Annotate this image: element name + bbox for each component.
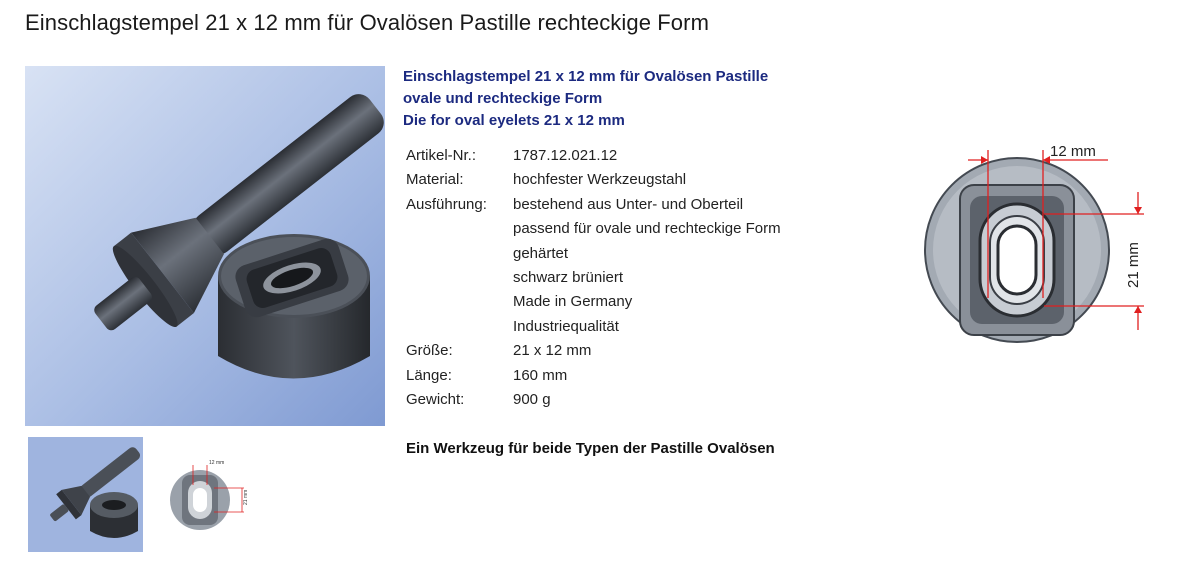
spec-row-length (403, 364, 784, 388)
spec-row-design-cont (403, 290, 784, 314)
thumbnail-diagram[interactable] (148, 437, 263, 552)
spec-row-design (403, 193, 784, 217)
spec-table (403, 144, 784, 412)
product-subtitle-line-3: Die for oval eyelets 21 x 12 mm (403, 112, 625, 129)
spec-value: 1787.12.021.12 (513, 147, 618, 164)
spec-label: Ausführung: (406, 195, 487, 213)
spec-value: passend für ovale und rechteckige Form (513, 220, 781, 238)
spec-value: gehärtet (513, 244, 569, 262)
product-subtitle-line-1: Einschlagstempel 21 x 12 mm für Ovalösen Pastille (403, 68, 769, 85)
spec-row-design-cont (403, 266, 784, 290)
diagram-height-label: 21 mm (1125, 242, 1142, 288)
spec-row-design-cont (403, 315, 784, 339)
spec-label: Material: (406, 171, 464, 189)
spec-value: Industriequalität (513, 317, 619, 335)
product-photo (25, 66, 385, 426)
diagram-width-label: 12 mm (1050, 143, 1096, 160)
spec-label: Gewicht: (406, 391, 465, 409)
spec-label: Artikel-Nr.: (406, 147, 477, 164)
product-info (403, 66, 843, 412)
product-tagline: Ein Werkzeug für beide Typen der Pastille Ovalösen (406, 440, 775, 457)
thumbnail-height-label: 21 mm (243, 489, 249, 505)
thumbnail-photo[interactable] (28, 437, 143, 552)
dimension-diagram (912, 130, 1160, 362)
spec-value: Made in Germany (513, 293, 633, 311)
spec-label: Länge: (406, 366, 452, 384)
spec-row-design-cont (403, 217, 784, 241)
spec-row-article (403, 144, 784, 168)
spec-row-material (403, 168, 784, 192)
spec-value: 21 x 12 mm (513, 342, 592, 360)
spec-value: hochfester Werkzeugstahl (513, 171, 687, 189)
spec-row-weight (403, 388, 784, 412)
spec-row-size (403, 339, 784, 363)
spec-value: 160 mm (513, 366, 568, 384)
spec-value: schwarz brüniert (513, 269, 624, 287)
page-title: Einschlagstempel 21 x 12 mm für Ovalösen Pastille rechteckige Form (25, 10, 709, 35)
spec-value: 900 g (513, 391, 551, 409)
spec-row-design-cont (403, 242, 784, 266)
spec-value: bestehend aus Unter- und Oberteil (513, 195, 744, 213)
thumbnail-width-label: 12 mm (209, 460, 225, 466)
product-subtitle-line-2: ovale und rechteckige Form (403, 90, 603, 107)
spec-label: Größe: (406, 342, 453, 360)
